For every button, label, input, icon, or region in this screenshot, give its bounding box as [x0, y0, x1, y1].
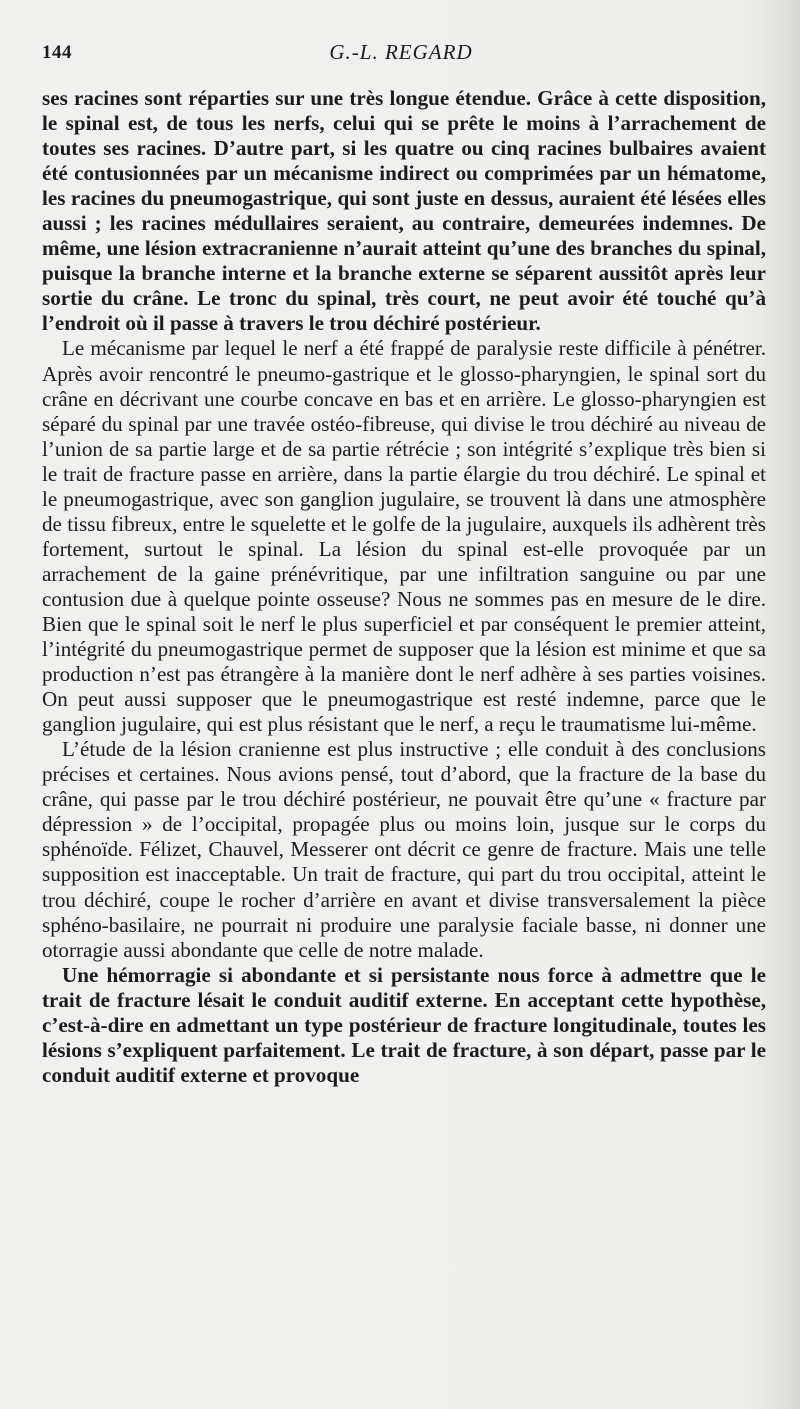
running-head: [42, 40, 760, 74]
paragraph-1: ses racines sont réparties sur une très longue étendue. Grâce à cette disposition, le spinal est, de tous les nerfs, celui qui se prête le moins à l’arrachement de toutes ses racines. D’autre part, si les quatre ou cinq racines bulbaires avaient été contusionnées par un mécanisme indirect ou comprimées par un hématome, les racines du pneumogastrique, qui sont juste en dessus, auraient été lésées elles aussi ; les racines médullaires seraient, au contraire, demeurées indemnes. De même, une lésion extracranienne n’aurait atteint qu’une des branches du spinal, puisque la branche interne et la branche externe se séparent aussitôt après leur sortie du crâne. Le tronc du spinal, très court, ne peut avoir été touché qu’à l’endroit où il passe à travers le trou déchiré postérieur.: [42, 86, 766, 336]
paragraph-2: Le mécanisme par lequel le nerf a été frappé de paralysie reste difficile à pénétrer. Après avoir rencontré le pneumo-gastrique et le glosso-pharyngien, le spinal sort du crâne en décrivant une courbe concave en bas et en arrière. Le glosso-pharyngien est séparé du spinal par une travée ostéo-fibreuse, qui divise le trou déchiré au niveau de l’union de sa partie large et de sa partie rétrécie ; son intégrité s’explique très bien si le trait de fracture passe en arrière, dans la partie élargie du trou déchiré. Le spinal et le pneumogastrique, avec son ganglion jugulaire, se trouvent là dans une atmosphère de tissu fibreux, entre le squelette et le golfe de la jugulaire, auxquels ils adhèrent très fortement, surtout le spinal. La lésion du spinal est-elle provoquée par un arrachement de la gaine prénévritique, par une infiltration sanguine ou par une contusion due à quelque pointe osseuse? Nous ne sommes pas en mesure de le dire. Bien que le spinal soit le nerf le plus superficiel et par conséquent le premier atteint, l’intégrité du pneumogastrique permet de supposer que la lésion est minime et que sa production n’est pas étrangère à la manière dont le nerf adhère à ses parties voisines. On peut aussi supposer que le pneumogastrique est resté indemne, parce que le ganglion jugulaire, qui est plus résistant que le nerf, a reçu le traumatisme lui-même.: [42, 336, 766, 737]
body-text: [42, 86, 766, 1088]
page-number: 144: [42, 42, 72, 63]
paragraph-4: Une hémorragie si abondante et si persistante nous force à admettre que le trait de fracture lésait le conduit auditif externe. En acceptant cette hypothèse, c’est-à-dire en admettant un type postérieur de fracture longitudinale, toutes les lésions s’expliquent parfaitement. Le trait de fracture, à son départ, passe par le conduit auditif externe et provoque: [42, 962, 766, 1087]
running-title-author: G.-L. REGARD: [329, 40, 473, 64]
paragraph-3: L’étude de la lésion cranienne est plus instructive ; elle conduit à des conclusions précises et certaines. Nous avions pensé, tout d’abord, que la fracture de la base du crâne, qui passe par le trou déchiré postérieur, ne pouvait être qu’une « fracture par dépression » de l’occipital, propagée plus ou moins loin, jusque sur le corps du sphénoïde. Félizet, Chauvel, Messerer ont décrit ce genre de fracture. Mais une telle supposition est inacceptable. Un trait de fracture, qui part du trou occipital, atteint le trou déchiré, coupe le rocher d’arrière en avant et divise transversalement la pièce sphéno-basilaire, ne pourrait ni produire une paralysie faciale basse, ni donner une otorragie aussi abondante que celle de notre malade.: [42, 737, 766, 962]
